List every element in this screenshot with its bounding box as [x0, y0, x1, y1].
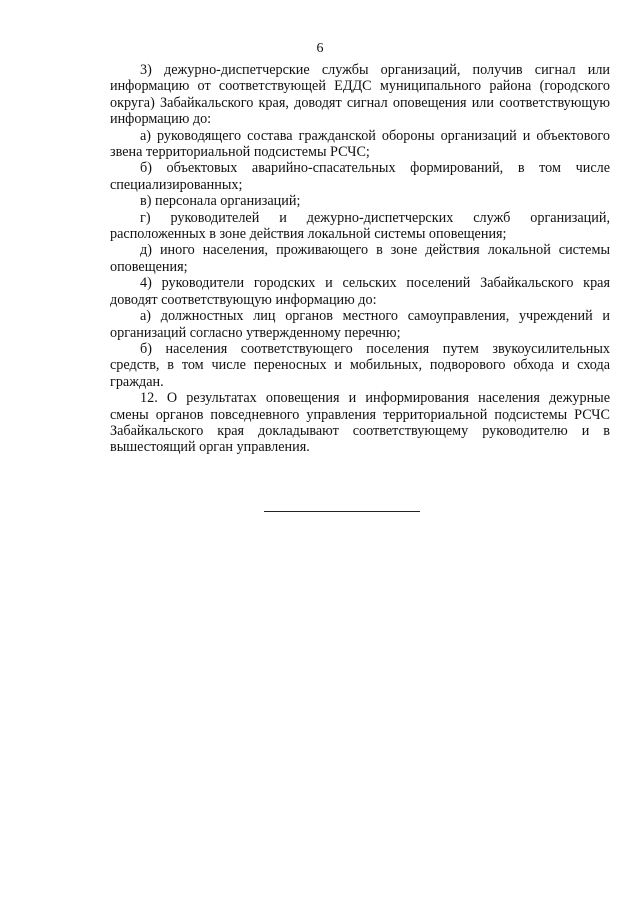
paragraph-subitem-a-local-officials: а) должностных лиц органов местного самоуправления, учреждений и организаций согласно утвержденному перечню; [110, 308, 610, 341]
paragraph-subitem-b-settlement-population: б) населения соответствующего поселения путем звукоусилительных средств, в том числе переносных и мобильных, подворового обхода и схода граждан. [110, 340, 610, 390]
paragraph-section-12-reporting: 12. О результатах оповещения и информирования населения дежурные смены органов повседневного управления территориальной подсистемы РСЧС Забайкальского края докладывают соответствующему руководителю и в вышестоящий орган управления. [110, 390, 610, 456]
paragraph-subitem-b-rescue-formations: б) объектовых аварийно-спасательных формирований, в том числе специализированных; [110, 160, 610, 193]
document-body [110, 62, 610, 456]
paragraph-item-4-settlement-heads: 4) руководители городских и сельских поселений Забайкальского края доводят соответствующую информацию до: [110, 275, 610, 308]
page-number: 6 [316, 41, 324, 56]
paragraph-subitem-v-organization-personnel: в) персонала организаций; [140, 193, 301, 210]
paragraph-subitem-a-civil-defense-leadership: а) руководящего состава гражданской обороны организаций и объектового звена территориальной подсистемы РСЧС; [110, 127, 610, 161]
paragraph-subitem-g-heads-and-dispatch-services: г) руководителей и дежурно-диспетчерских служб организаций, расположенных в зоне действия локальной системы оповещения; [110, 209, 610, 243]
end-separator-line [264, 511, 420, 512]
paragraph-item-3-duty-dispatch-services: 3) дежурно-диспетчерские службы организаций, получив сигнал или информацию от соответствующей ЕДДС муниципального района (городского округа) Забайкальского края, доводят сигнал оповещения или соответствующую информацию до: [110, 62, 610, 128]
paragraph-subitem-d-other-population: д) иного населения, проживающего в зоне действия локальной системы оповещения; [110, 242, 610, 275]
